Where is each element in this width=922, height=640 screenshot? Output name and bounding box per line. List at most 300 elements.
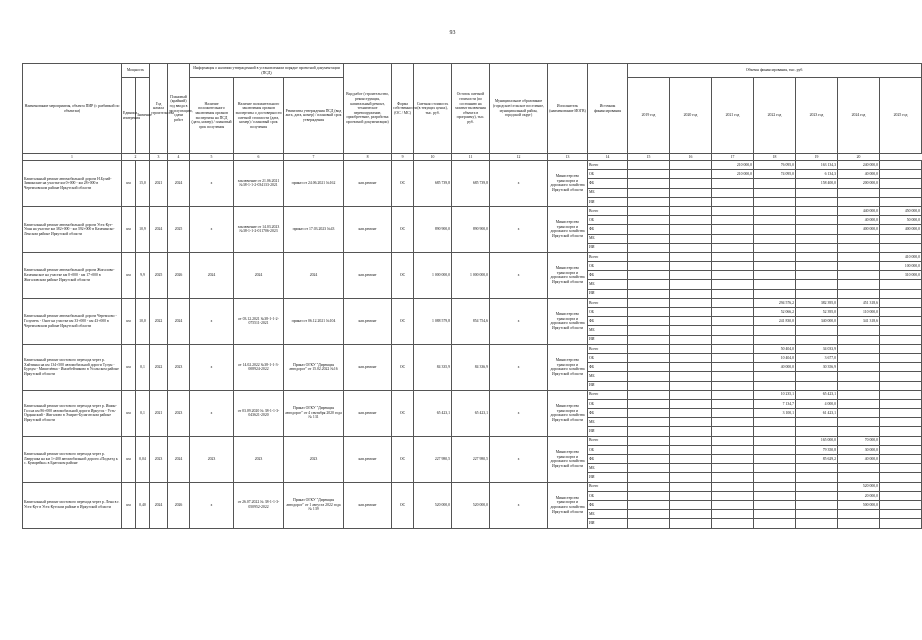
funding-amount [628,335,670,344]
funding-amount: 400 000,0 [838,225,880,234]
end-year: 2024 [168,298,190,344]
funding-amount: 50 000,0 [880,216,922,225]
header-start-year: Год начала строительства [150,64,168,154]
funding-amount [712,363,754,372]
funding-amount: 40 000,0 [838,170,880,179]
capacity-value: 0,40 [136,482,150,528]
funding-amount [754,262,796,271]
funding-amount [838,353,880,362]
capacity-value: 0,04 [136,436,150,482]
end-year: 2023 [168,344,190,390]
funding-amount [880,381,922,390]
funding-amount [796,243,838,252]
remaining-cost: 520 000,0 [452,482,490,528]
work-type-cell: кап.ремонт [344,298,392,344]
investment-program-table [22,63,922,529]
funding-amount [628,262,670,271]
funding-amount [670,262,712,271]
funding-amount [712,344,754,353]
funding-amount [712,298,754,307]
funding-amount [628,445,670,454]
funding-amount: 4 000,0 [796,399,838,408]
funding-amount: 3 100,1 [754,409,796,418]
funding-amount [880,510,922,519]
work-type-cell: кап.ремонт [344,482,392,528]
object-name: Капитальный ремонт автомобильной дороги Черемхово - Голуметь - Онот на участке км 33+000 - км 43+000 в Черемховском районе Иркутской области [23,298,122,344]
end-year: 2026 [168,252,190,298]
funding-amount [880,409,922,418]
funding-amount [670,216,712,225]
remaining-cost: 685 739,8 [452,161,490,207]
funding-amount [754,436,796,445]
funding-amount [712,225,754,234]
funding-amount [754,197,796,206]
funding-amount: 3 677,0 [796,353,838,362]
funding-amount [628,390,670,399]
estimate-check-cell: заключение от 21.06.2021 №38-1-1-2-034133-2021 [234,161,284,207]
remaining-cost: 1 000 000,0 [452,252,490,298]
funding-source-label: МБ [588,234,628,243]
header-year: 2022 год [754,78,796,154]
funding-amount [880,436,922,445]
funding-amount [838,427,880,436]
approval-cell: Приказ ОГКУ "Дирекция автодорог" от 1 августа 2022 года № 139 [284,482,344,528]
funding-amount [628,353,670,362]
funding-amount [628,381,670,390]
column-number: 14 [588,154,628,161]
funding-amount [670,308,712,317]
funding-source-label: ОБ [588,491,628,500]
municipality-cell: х [490,252,548,298]
table-row [23,390,922,399]
ownership-cell: ОС [392,206,414,252]
funding-amount: 520 000,0 [838,482,880,491]
funding-amount: 10 235,1 [754,390,796,399]
funding-amount: 34 033,9 [796,344,838,353]
funding-amount [712,482,754,491]
funding-amount [880,161,922,170]
funding-amount [838,344,880,353]
funding-amount [754,326,796,335]
funding-amount [628,464,670,473]
funding-amount [754,445,796,454]
funding-amount [754,372,796,381]
funding-amount [838,271,880,280]
expertise-cell: х [190,161,234,207]
estimate-check-cell: 2024 [234,252,284,298]
funding-amount [712,197,754,206]
funding-amount [628,473,670,482]
funding-amount [628,225,670,234]
estimated-cost: 1 000 000,0 [414,252,452,298]
funding-amount [670,381,712,390]
funding-amount [628,409,670,418]
funding-amount [712,271,754,280]
funding-amount: 450 000,0 [880,206,922,215]
unit-cell: км [122,390,136,436]
start-year: 2022 [150,344,168,390]
capacity-value: 0,1 [136,344,150,390]
funding-amount [796,372,838,381]
column-number: 19 [796,154,838,161]
funding-amount [670,280,712,289]
funding-amount [838,473,880,482]
funding-amount [880,500,922,509]
estimated-cost: 1 088 579,8 [414,298,452,344]
header-estimated-cost: Сметная стоимость (в текущих ценах), тыс. руб. [414,64,452,154]
funding-amount: 70 000,0 [838,436,880,445]
funding-source-label: Всего [588,390,628,399]
unit-cell: км [122,161,136,207]
funding-amount [670,289,712,298]
header-docs-info: Информация о наличии утвержденной в установленном порядке проектной документации (ПСД) [190,64,344,78]
estimate-check-cell: заключение от 14.03.2023 №38-1-1-2-011706-2023 [234,206,284,252]
funding-amount [796,271,838,280]
approval-cell: приказ от 06.12.2021 №104 [284,298,344,344]
funding-source-label: ИИ [588,197,628,206]
header-funding-source: Источник финансирования [588,64,628,154]
funding-amount [628,510,670,519]
funding-amount [838,418,880,427]
table-header [23,64,922,161]
funding-amount [880,298,922,307]
estimated-cost: 84 335,9 [414,344,452,390]
column-number: 15 [628,154,670,161]
funding-amount [670,206,712,215]
funding-amount [838,390,880,399]
funding-amount: 7 134,7 [754,399,796,408]
funding-amount: 30 000,0 [838,445,880,454]
funding-amount [880,179,922,188]
funding-amount [670,271,712,280]
column-number: 9 [392,154,414,161]
funding-amount: 40 000,0 [754,363,796,372]
funding-amount [628,197,670,206]
municipality-cell: х [490,482,548,528]
approval-cell: Приказ ОГКУ "Дирекция автодорог" от 4 сентября 2020 года № 131 [284,390,344,436]
funding-amount [880,455,922,464]
funding-amount [754,234,796,243]
funding-amount [838,381,880,390]
header-value: Значение [136,78,150,154]
work-type-cell: кап.ремонт [344,161,392,207]
column-number: 2 [122,154,150,161]
funding-source-label: МБ [588,188,628,197]
funding-amount [628,491,670,500]
funding-amount [712,500,754,509]
funding-amount [796,197,838,206]
funding-amount [712,445,754,454]
table-row [23,482,922,491]
header-year: 2021 год [712,78,754,154]
unit-cell: км [122,206,136,252]
funding-amount: 210 000,0 [712,161,754,170]
funding-amount [670,372,712,381]
object-name: Капитальный ремонт мостового перехода через р. Лена в г. Усть-Кут в Усть-Кутском районе в Иркутской области [23,482,122,528]
funding-amount [796,252,838,261]
capacity-value: 0,1 [136,390,150,436]
ownership-cell: ОС [392,161,414,207]
remaining-cost: 227 980,5 [452,436,490,482]
funding-amount [628,372,670,381]
funding-amount [670,363,712,372]
funding-amount [838,243,880,252]
funding-amount [628,455,670,464]
funding-amount: 158 400,0 [796,179,838,188]
municipality-cell: х [490,344,548,390]
funding-amount [712,262,754,271]
funding-amount [670,418,712,427]
funding-amount [754,243,796,252]
header-estimate-check: Наличие положительного заключения органов экспертизы о достоверности сметной стоимости (дата, номер) / плановый срок получения [234,78,284,154]
header-funding: Объемы финансирования, тыс. руб. [628,64,922,78]
start-year: 2021 [150,161,168,207]
header-approval: Реквизиты утверждения ПСД (вид акта, дата, номер) / плановый срок утверждения [284,78,344,154]
remaining-cost: 890 900,0 [452,206,490,252]
end-year: 2024 [168,161,190,207]
header-name: Наименование мероприятия, объекта ПИР (с разбивкой по объектам) [23,64,122,154]
funding-amount [880,335,922,344]
funding-amount [880,363,922,372]
funding-amount: 341 318,6 [838,317,880,326]
header-unit: Единица измерения [122,78,136,154]
funding-amount [880,317,922,326]
funding-amount [712,381,754,390]
funding-amount [670,519,712,528]
executor-cell: Министерство транспорта и дорожного хозяйства Иркутской области [548,436,588,482]
funding-amount [670,179,712,188]
funding-source-label: Всего [588,436,628,445]
work-type-cell: кап.ремонт [344,436,392,482]
funding-amount [754,464,796,473]
funding-amount [712,491,754,500]
funding-amount [796,188,838,197]
funding-source-label: Всего [588,482,628,491]
funding-amount: 52 395,0 [796,308,838,317]
expertise-cell: х [190,298,234,344]
ownership-cell: ОС [392,344,414,390]
funding-amount [796,491,838,500]
funding-amount: 100 000,0 [880,262,922,271]
approval-cell: 2023 [284,436,344,482]
funding-amount [628,170,670,179]
executor-cell: Министерство транспорта и дорожного хозяйства Иркутской области [548,344,588,390]
ownership-cell: ОС [392,436,414,482]
executor-cell: Министерство транспорта и дорожного хозяйства Иркутской области [548,206,588,252]
funding-amount [628,216,670,225]
funding-amount [754,335,796,344]
funding-amount: 65 423,1 [796,390,838,399]
funding-amount: 76 095,0 [754,161,796,170]
funding-amount [670,353,712,362]
funding-amount [880,418,922,427]
funding-amount [880,344,922,353]
work-type-cell: кап.ремонт [344,252,392,298]
funding-amount: 79 350,8 [796,445,838,454]
funding-amount [754,519,796,528]
column-number: 10 [414,154,452,161]
funding-amount [754,500,796,509]
funding-source-label: МБ [588,280,628,289]
funding-amount: 163 134,3 [796,161,838,170]
header-work-type: Вид работ (строительство, реконструкция, капитальный ремонт, техническое перевооружение, приобретение, разработка проектной документации) [344,64,392,154]
unit-cell: км [122,252,136,298]
funding-amount [712,372,754,381]
funding-amount [796,418,838,427]
funding-amount [838,363,880,372]
funding-amount: 310 000,0 [880,271,922,280]
funding-amount [754,280,796,289]
funding-source-label: ФБ [588,409,628,418]
column-number: 20 [838,154,880,161]
funding-amount [628,188,670,197]
funding-amount [880,390,922,399]
funding-amount [712,436,754,445]
funding-amount [796,225,838,234]
funding-amount [628,519,670,528]
start-year: 2024 [150,482,168,528]
funding-amount [754,179,796,188]
funding-amount [712,464,754,473]
funding-amount [796,262,838,271]
column-number: 18 [754,154,796,161]
municipality-cell: х [490,390,548,436]
object-name: Капитальный ремонт автомобильной дороги Усть-Кут-Уоян на участке км 382+000 - км 392+000 в Казачинско-Ленском районе Иркутской области [23,206,122,252]
remaining-cost: 84 336,9 [452,344,490,390]
funding-amount [628,289,670,298]
funding-amount [628,482,670,491]
ownership-cell: ОС [392,390,414,436]
funding-amount: 440 000,0 [838,206,880,215]
header-executor: Исполнитель (наименование ИОГВ) [548,64,588,154]
funding-amount [796,473,838,482]
funding-amount [880,280,922,289]
funding-amount [670,234,712,243]
funding-amount [628,252,670,261]
funding-amount [712,243,754,252]
funding-amount [880,464,922,473]
header-municipality: Муниципальное образование (городское/сельское поселение, муниципальный район, городской округ) [490,64,548,154]
funding-amount [880,197,922,206]
funding-amount [838,252,880,261]
funding-amount [796,206,838,215]
funding-amount [838,262,880,271]
funding-amount [880,188,922,197]
funding-source-label: ОБ [588,445,628,454]
funding-source-label: ИИ [588,519,628,528]
header-year: 2025 год [880,78,922,154]
funding-amount [670,326,712,335]
funding-amount [670,197,712,206]
funding-source-label: ИИ [588,243,628,252]
funding-amount [712,289,754,298]
funding-amount [838,464,880,473]
table-row [23,206,922,215]
funding-amount [628,179,670,188]
ownership-cell: ОС [392,298,414,344]
funding-amount [880,170,922,179]
header-year: 2024 год [838,78,880,154]
column-number: 1 [23,154,122,161]
funding-amount [880,308,922,317]
funding-amount [712,252,754,261]
funding-amount [838,510,880,519]
funding-amount: 340 000,0 [796,317,838,326]
funding-amount [712,519,754,528]
funding-amount [838,372,880,381]
funding-amount [712,317,754,326]
funding-amount [628,206,670,215]
funding-amount [838,188,880,197]
column-number: 5 [190,154,234,161]
funding-amount [712,206,754,215]
column-number: 7 [284,154,344,161]
funding-amount [628,363,670,372]
capacity-value: 10,0 [136,298,150,344]
start-year: 2024 [150,206,168,252]
column-numbers-row [23,154,922,161]
funding-amount [754,252,796,261]
funding-amount [754,473,796,482]
funding-amount [796,510,838,519]
expertise-cell: х [190,344,234,390]
ownership-cell: ОС [392,482,414,528]
unit-cell: км [122,436,136,482]
object-name: Капитальный ремонт мостового перехода через р. Лаврушка на км 1+400 автомобильной дороги «Подъезд к с. Кумарейка» в Братском районе [23,436,122,482]
funding-amount: 210 000,0 [712,170,754,179]
funding-amount [712,409,754,418]
funding-amount [712,399,754,408]
approval-cell: 2024 [284,252,344,298]
approval-cell: приказ от 24.06.2021 №162 [284,161,344,207]
column-number: 8 [344,154,392,161]
funding-amount [838,280,880,289]
funding-source-label: ФБ [588,363,628,372]
expertise-cell: х [190,482,234,528]
work-type-cell: кап.ремонт [344,206,392,252]
page-number: 93 [449,30,456,36]
column-number: 3 [150,154,168,161]
column-number: 13 [548,154,588,161]
funding-amount [754,418,796,427]
column-number: 11 [452,154,490,161]
funding-amount [880,372,922,381]
funding-amount [712,280,754,289]
funding-source-label: ФБ [588,179,628,188]
end-year: 2024 [168,436,190,482]
funding-amount: 294 576,2 [754,298,796,307]
funding-amount [796,216,838,225]
funding-amount [670,243,712,252]
funding-amount [796,234,838,243]
funding-amount [796,500,838,509]
executor-cell: Министерство транспорта и дорожного хозяйства Иркутской области [548,252,588,298]
funding-amount [880,234,922,243]
funding-amount [796,335,838,344]
funding-amount: 382 395,0 [796,298,838,307]
funding-amount [880,482,922,491]
capacity-value: 9,9 [136,252,150,298]
funding-amount [628,161,670,170]
work-type-cell: кап.ремонт [344,390,392,436]
funding-amount: 10 404,0 [754,353,796,362]
funding-amount: 30 356,9 [796,363,838,372]
funding-amount [838,289,880,298]
object-name: Капитальный ремонт мостового перехода через р. Хайтинка на км 134+500 автомобильной дороги Тулун - Бурхун - Мишелёвка - Инсибейчиково в Усольском районе Иркутской области [23,344,122,390]
funding-amount [796,519,838,528]
capacity-value: 10,9 [136,206,150,252]
funding-amount [754,188,796,197]
